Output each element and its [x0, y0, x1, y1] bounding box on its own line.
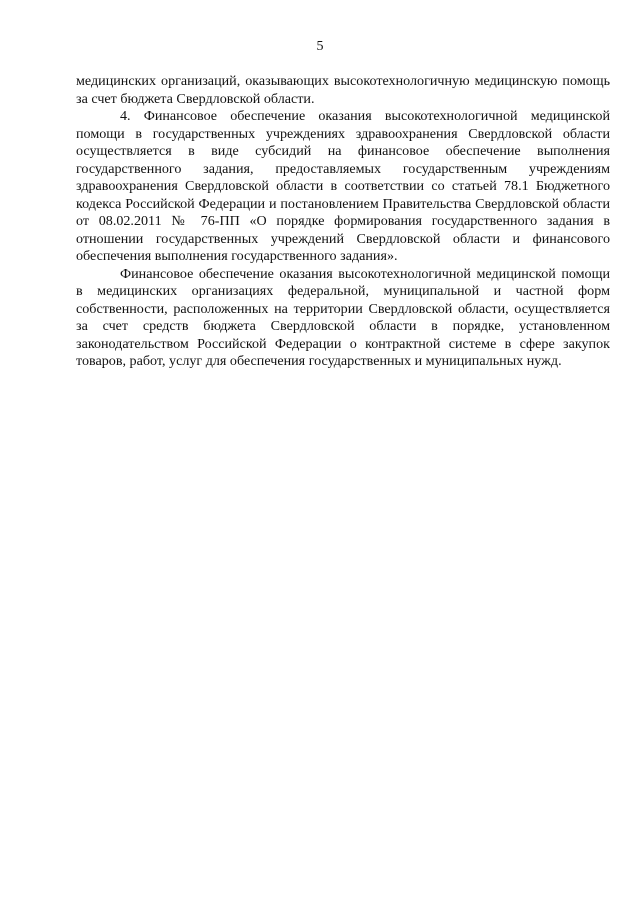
page-number: 5 — [316, 39, 324, 54]
document-body — [76, 73, 610, 371]
paragraph-continuation: медицинских организаций, оказывающих высокотехнологичную медицинскую помощь за счет бюджета Свердловской области. — [76, 73, 610, 107]
paragraph-financing: Финансовое обеспечение оказания высокотехнологичной медицинской помощи в медицинских организациях федеральной, муниципальной и частной форм собственности, расположенных на территории Свердловской области, осуществляется за счет средств бюджета Свердловской области в порядке, установленном законодательством Российской Федерации о контрактной системе в сфере закупок товаров, работ, услуг для обеспечения государственных и муниципальных нужд. — [76, 265, 610, 369]
paragraph-item-4: 4. Финансовое обеспечение оказания высокотехнологичной медицинской помощи в государственных учреждениях здравоохранения Свердловской области осуществляется в виде субсидий на финансовое обеспечение выполнения государственного задания, предоставляемых государственным учреждениям здравоохранения Свердловской области в соответствии со статьей 78.1 Бюджетного кодекса Российской Федерации и постановлением Правительства Свердловской области от 08.02.2011 № 76-ПП «О порядке формирования государственного задания в отношении государственных учреждений Свердловской области и финансового обеспечения выполнения государственного задания». — [76, 108, 610, 264]
